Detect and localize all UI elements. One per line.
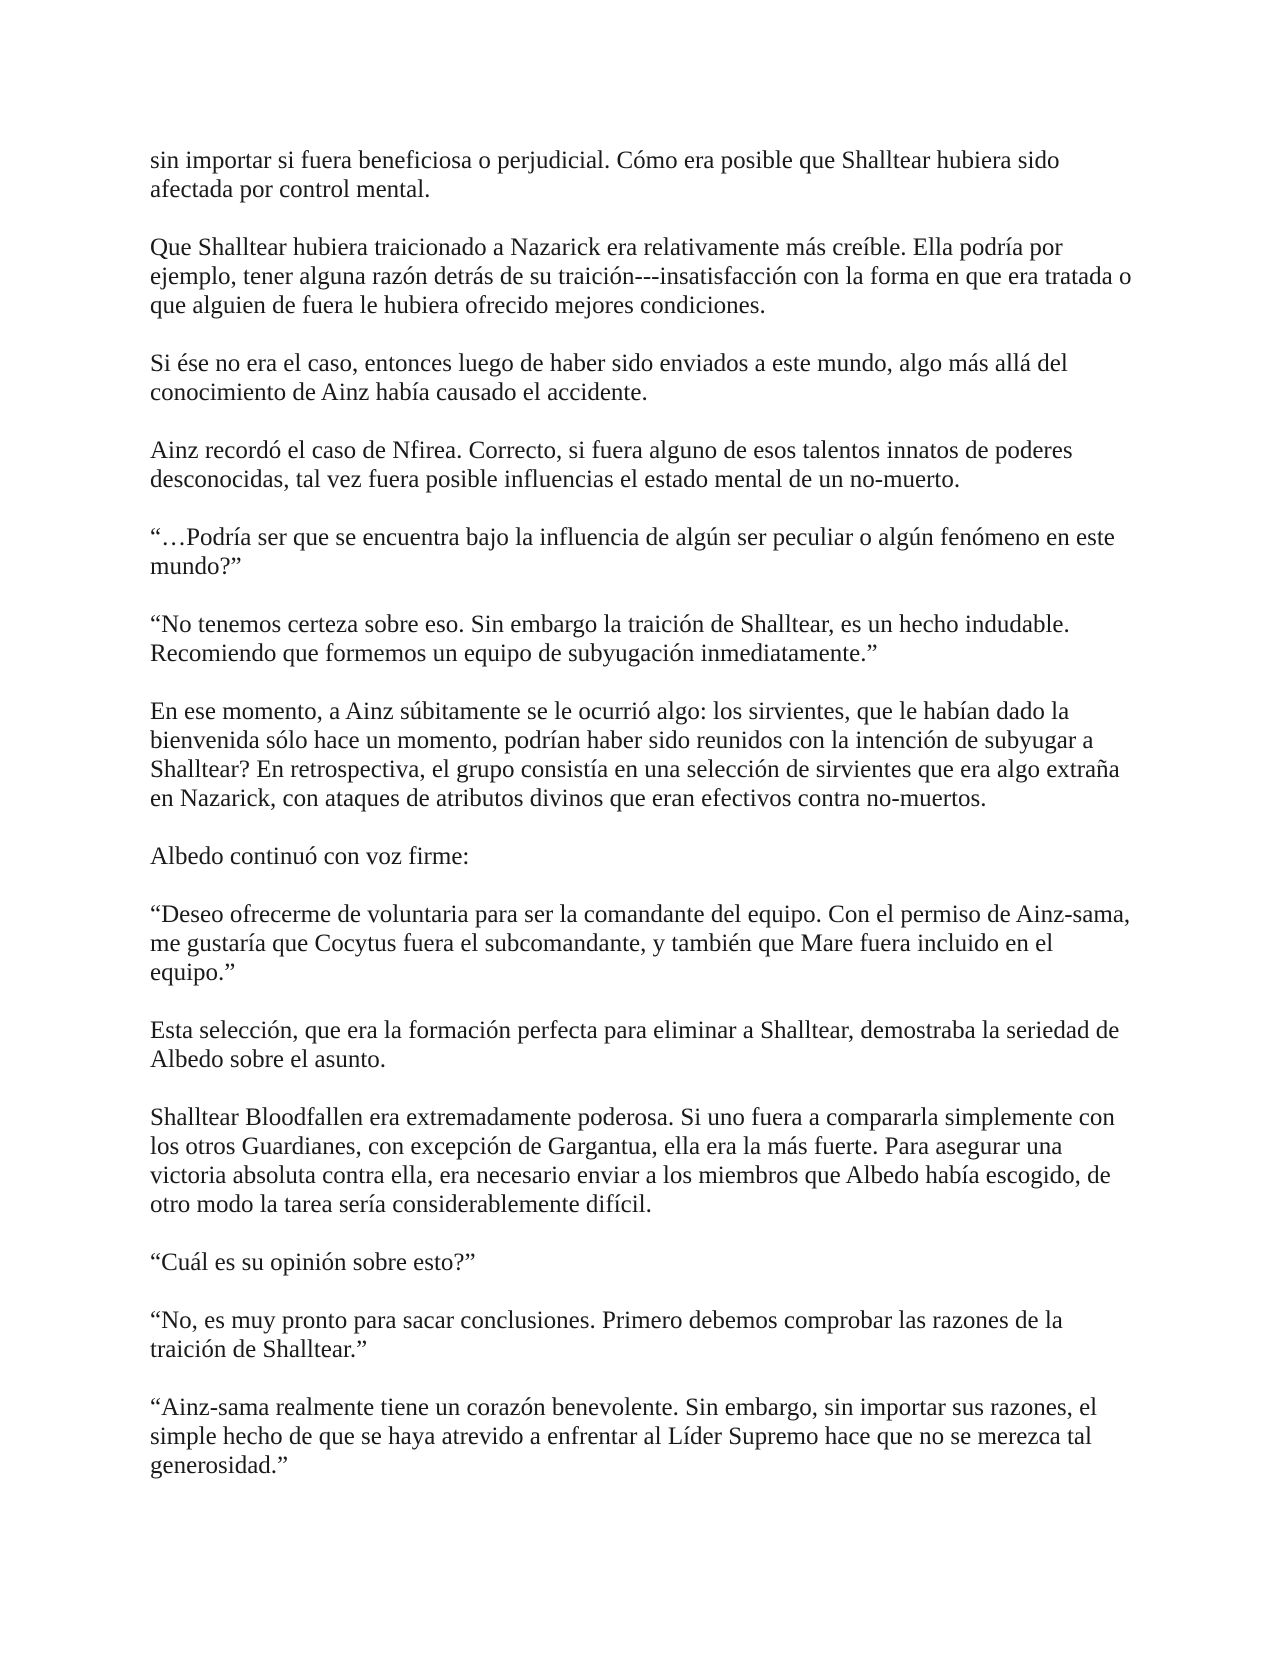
paragraph-11: Shalltear Bloodfallen era extremadamente poderosa. Si uno fuera a compararla simplemente con los otros Guardianes, con excepción de Gargantua, ella era la más fuerte. Para asegurar una victoria absoluta contra ella, era necesario enviar a los miembros que Albedo había escogido, de otro modo la tarea sería considerablemente difícil. [150,1104,1115,1218]
paragraph-14: “Ainz-sama realmente tiene un corazón benevolente. Sin embargo, sin importar sus razones, el simple hecho de que se haya atrevido a enfrentar al Líder Supremo hace que no se merezca tal generosidad.” [150,1394,1098,1479]
paragraph-3: Si ése no era el caso, entonces luego de haber sido enviados a este mundo, algo más allá del conocimiento de Ainz había causado el accidente. [150,350,1068,406]
paragraph-5: “…Podría ser que se encuentra bajo la influencia de algún ser peculiar o algún fenómeno en este mundo?” [150,524,1115,580]
paragraph-9: “Deseo ofrecerme de voluntaria para ser la comandante del equipo. Con el permiso de Ainz-sama, me gustaría que Cocytus fuera el subcomandante, y también que Mare fuera incluido en el equipo.” [150,901,1131,986]
paragraph-12: “Cuál es su opinión sobre esto?” [150,1249,476,1276]
document-page [150,146,1140,1480]
paragraph-8: Albedo continuó con voz firme: [150,843,470,870]
paragraph-2: Que Shalltear hubiera traicionado a Nazarick era relativamente más creíble. Ella podría por ejemplo, tener alguna razón detrás de su traición---insatisfacción con la forma en que era tratada o que alguien de fuera le hubiera ofrecido mejores condiciones. [150,234,1132,319]
paragraph-4: Ainz recordó el caso de Nfirea. Correcto, si fuera alguno de esos talentos innatos de poderes desconocidas, tal vez fuera posible influencias el estado mental de un no-muerto. [150,437,1073,493]
paragraph-7: En ese momento, a Ainz súbitamente se le ocurrió algo: los sirvientes, que le habían dado la bienvenida sólo hace un momento, podrían haber sido reunidos con la intención de subyugar a Shalltear? En retrospectiva, el grupo consistía en una selección de sirvientes que era algo extraña en Nazarick, con ataques de atributos divinos que eran efectivos contra no-muertos. [150,698,1120,812]
paragraph-10: Esta selección, que era la formación perfecta para eliminar a Shalltear, demostraba la seriedad de Albedo sobre el asunto. [150,1017,1120,1073]
paragraph-13: “No, es muy pronto para sacar conclusiones. Primero debemos comprobar las razones de la traición de Shalltear.” [150,1307,1063,1363]
paragraph-6: “No tenemos certeza sobre eso. Sin embargo la traición de Shalltear, es un hecho indudable. Recomiendo que formemos un equipo de subyugación inmediatamente.” [150,611,1070,667]
paragraph-1: sin importar si fuera beneficiosa o perjudicial. Cómo era posible que Shalltear hubiera sido afectada por control mental. [150,147,1060,203]
